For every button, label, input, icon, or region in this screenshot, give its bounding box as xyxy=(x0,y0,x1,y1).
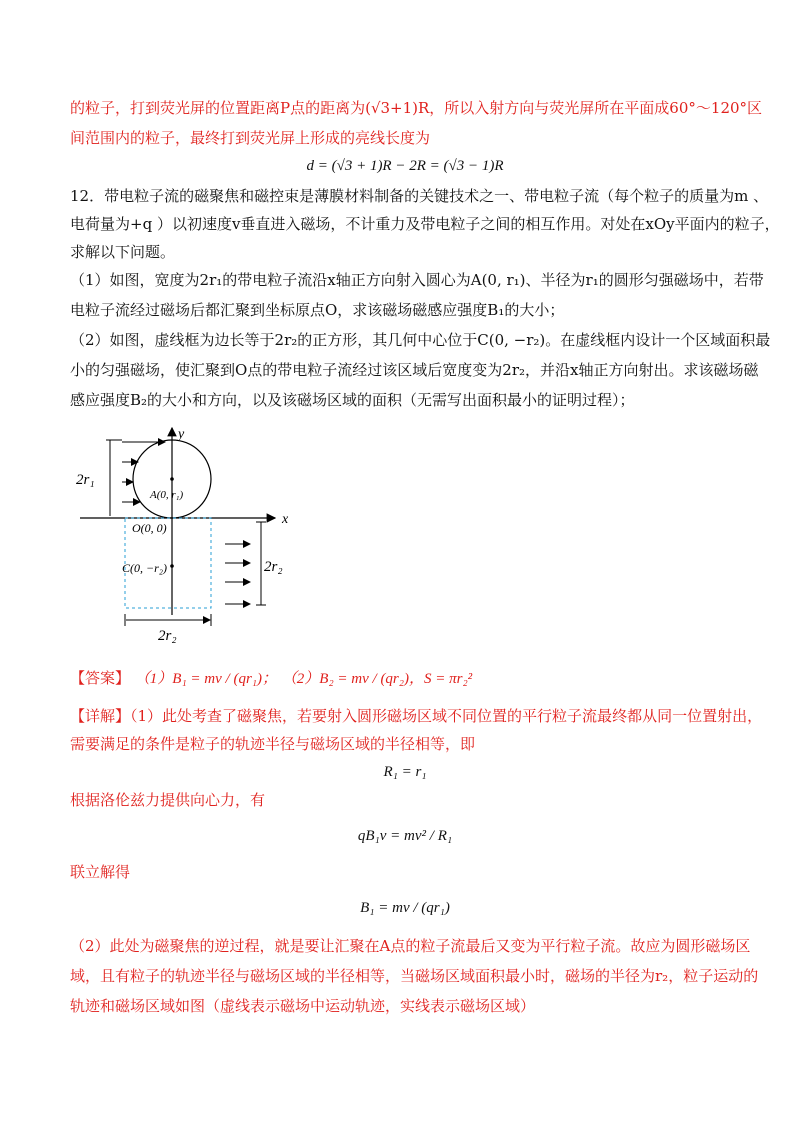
detail-line-2: 需要满足的条件是粒子的轨迹半径与磁场区域的半径相等，即 xyxy=(70,735,476,753)
detail-line-6: 域，且有粒子的轨迹半径与磁场区域的半径相等，当磁场区域面积最小时，磁场的半径为r₂，粒子运动的 xyxy=(70,967,759,985)
label-o: O(0, 0) xyxy=(132,521,167,535)
problem-part1-a: （1）如图，宽度为2r₁的带电粒子流沿x轴正方向射入圆心为A(0, r₁)、半径为r₁的圆形匀强磁场中，若带 xyxy=(70,271,764,289)
detail-line-3: 根据洛伦兹力提供向心力，有 xyxy=(70,791,266,809)
dim-left-label: 2r₁ xyxy=(76,472,95,488)
x-axis-label: x xyxy=(282,512,289,527)
answer-tag: 【答案】 xyxy=(70,669,131,687)
detail-line-4: 联立解得 xyxy=(70,863,131,881)
center-point-c xyxy=(170,564,174,568)
problem-part1-b: 电粒子流经过磁场后都汇聚到坐标原点O，求该磁场磁感应强度B₁的大小； xyxy=(70,301,565,319)
center-point-a xyxy=(170,477,174,481)
label-c: C(0, −r₂) xyxy=(122,561,167,575)
dim-bottom-label: 2r₂ xyxy=(158,628,177,644)
top-formula: d = (√3 + 1)R − 2R = (√3 − 1)R xyxy=(306,158,504,174)
problem-line-2: 电荷量为+q ）以初速度v垂直进入磁场，不计重力及带电粒子之间的相互作用。对处在xOy平面内的粒子， xyxy=(70,215,780,233)
detail-line-1 xyxy=(70,706,763,726)
y-axis-label: y xyxy=(178,427,185,442)
problem-line-1: 12．带电粒子流的磁聚焦和磁控束是薄膜材料制备的关键技术之一、带电粒子流（每个粒子的质量为m 、 xyxy=(70,187,769,205)
answer-line xyxy=(70,668,740,689)
detail-text-1: （1）此处考查了磁聚焦，若要射入圆形磁场区域不同位置的平行粒子流最终都从同一位置射出， xyxy=(130,707,763,725)
problem-part2-a: （2）如图，虚线框为边长等于2r₂的正方形，其几何中心位于C(0, −r₂)。在虚线框内设计一个区域面积最 xyxy=(70,331,771,349)
label-a: A(0, r₁) xyxy=(150,489,184,501)
answer-part-2: （2）B₂ = mv / (qr₂)，S = πr₂² xyxy=(281,671,473,687)
problem-part2-c: 感应强度B₂的大小和方向，以及该磁场区域的面积（无需写出面积最小的证明过程）； xyxy=(70,391,635,409)
detail-eq-3: B₁ = mv / (qr₁) xyxy=(360,900,450,916)
detail-eq-2: qB₁v = mv² / R₁ xyxy=(357,828,453,844)
detail-line-7: 轨迹和磁场区域如图（虚线表示磁场中运动轨迹，实线表示磁场区域） xyxy=(70,997,536,1015)
dim-right-label: 2r₂ xyxy=(264,559,283,575)
magnetic-focusing-figure xyxy=(70,420,310,650)
top-line-2: 间范围内的粒子，最终打到荧光屏上形成的亮线长度为 xyxy=(70,129,431,147)
answer-part-1: （1）B₁ = mv / (qr₁)； xyxy=(134,671,277,687)
detail-eq-1: R₁ = r₁ xyxy=(383,764,427,780)
detail-tag: 【详解】 xyxy=(70,707,131,725)
detail-line-5: （2）此处为磁聚焦的逆过程，就是要让汇聚在A点的粒子流最后又变为平行粒子流。故应为圆形磁场区 xyxy=(70,937,751,955)
problem-part2-b: 小的匀强磁场，使汇聚到O点的带电粒子流经过该区域后宽度变为2r₂，并沿x轴正方向射出。求该磁场磁 xyxy=(70,361,759,379)
problem-line-3: 求解以下问题。 xyxy=(70,243,176,261)
top-line-1: 的粒子，打到荧光屏的位置距离P点的距离为(√3+1)R，所以入射方向与荧光屏所在平面成60°～120°区 xyxy=(70,99,763,117)
